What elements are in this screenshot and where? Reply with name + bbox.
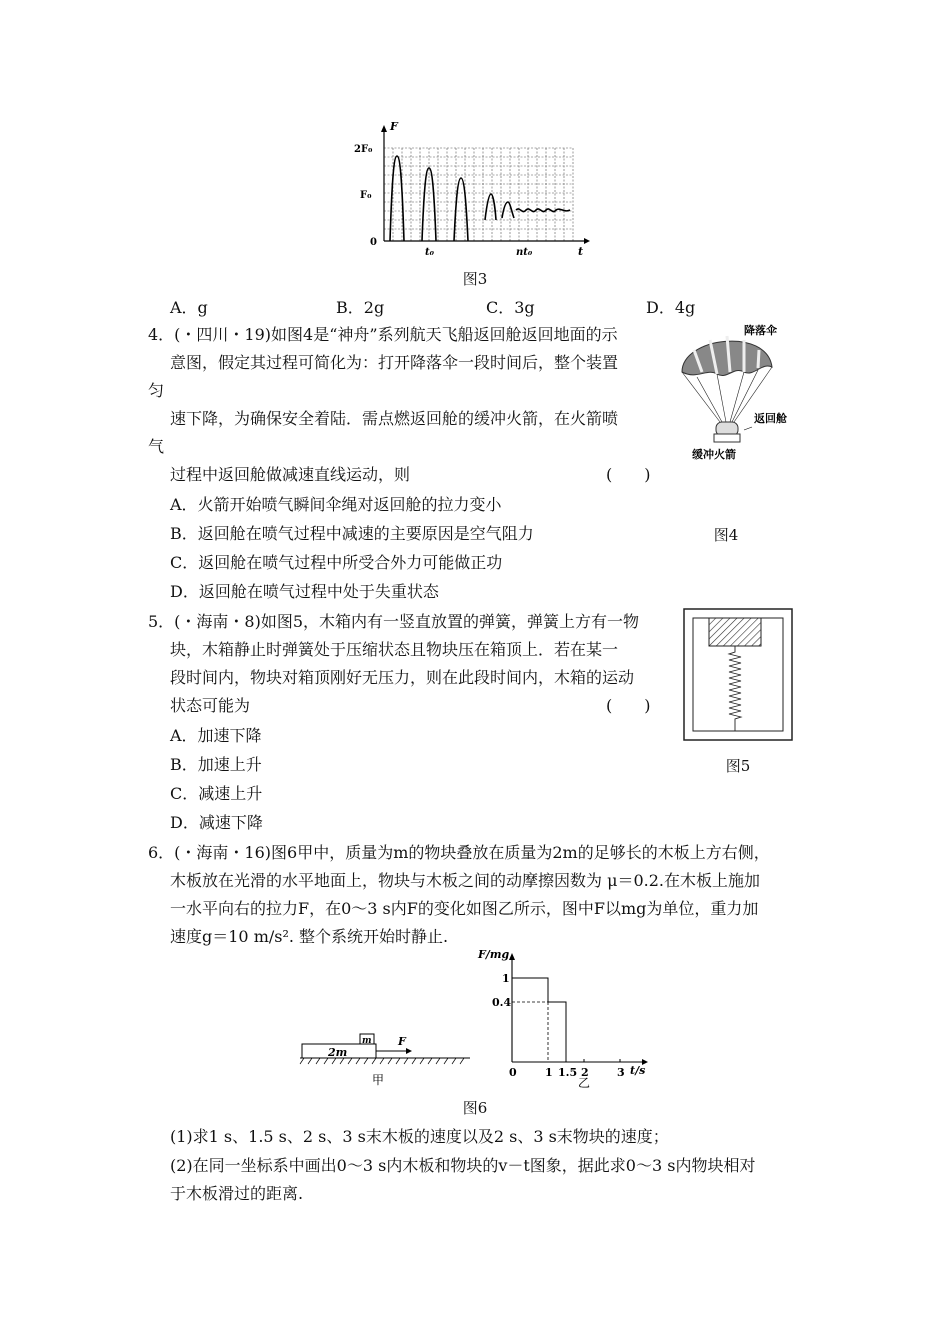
figure-4-caption: 图4 xyxy=(713,526,739,544)
q4-line-1: 4．(・四川・19)如图4是“神舟”系列航天飞船返回舱返回地面的示 xyxy=(148,325,618,344)
q4-option-a: A．火箭开始喷气瞬间伞绳对返回舱的拉力变小 xyxy=(170,495,502,514)
fig6a-block-label: m xyxy=(362,1036,372,1046)
fig6b-x-tick-1: 1 xyxy=(545,1066,553,1079)
fig6b-label: 乙 xyxy=(578,1076,591,1090)
q6-line-1: 6．(・海南・16)图6甲中，质量为m的物块叠放在质量为2m的足够长的木板上方右侧， xyxy=(148,843,770,862)
q3-option-c: C．3g xyxy=(486,298,535,317)
q4-option-d: D．返回舱在喷气过程中处于失重状态 xyxy=(170,582,439,601)
fig6b-x-tick-2: 2 xyxy=(581,1066,589,1079)
fig6b-y-tick-1: 1 xyxy=(502,972,510,985)
q5-option-d: D．减速下降 xyxy=(170,813,263,832)
q5-option-c: C．减速上升 xyxy=(170,784,263,803)
q4-option-c: C．返回舱在喷气过程中所受合外力可能做正功 xyxy=(170,553,503,572)
fig4-parachute-label: 降落伞 xyxy=(744,324,777,337)
fig6a-board-label: 2m xyxy=(328,1046,348,1059)
fig3-x-tick-t0: t₀ xyxy=(425,247,434,258)
q3-option-b: B．2g xyxy=(336,298,385,317)
fig6a-label: 甲 xyxy=(372,1073,385,1087)
q5-line-2: 块，木箱静止时弹簧处于压缩状态且物块压在箱顶上．若在某一 xyxy=(170,640,619,659)
q6-line-3: 一水平向右的拉力F，在0～3 s内F的变化如图乙所示，图中F以mg为单位，重力加 xyxy=(170,899,759,918)
fig4-rocket-label: 缓冲火箭 xyxy=(692,448,736,461)
figure-6b xyxy=(474,946,664,1090)
fig3-y-tick-0: 0 xyxy=(370,237,377,248)
q6-sub-question-2: (2)在同一坐标系中画出0～3 s内木板和物块的v－t图象，据此求0～3 s内物块相对 xyxy=(170,1156,756,1175)
q3-option-a: A．g xyxy=(170,298,208,317)
q5-line-4: 状态可能为 xyxy=(170,696,251,715)
fig3-y-tick-f0: F₀ xyxy=(360,190,372,201)
q6-line-2: 木板放在光滑的水平地面上，物块与木板之间的动摩擦因数为 μ＝0.2.在木板上施加 xyxy=(170,871,761,890)
figure-5-caption: 图5 xyxy=(725,757,751,775)
q4-line-3: 匀 xyxy=(148,381,165,400)
fig6b-x-tick-3: 3 xyxy=(617,1066,625,1079)
figure-6a xyxy=(298,1028,474,1090)
q4-option-b: B．返回舱在喷气过程中减速的主要原因是空气阻力 xyxy=(170,524,534,543)
q4-line-2: 意图，假定其过程可简化为：打开降落伞一段时间后，整个装置 xyxy=(170,353,619,372)
q4-line-4: 速下降，为确保安全着陆．需点燃返回舱的缓冲火箭，在火箭喷 xyxy=(170,409,619,428)
q6-line-4: 速度g＝10 m/s². 整个系统开始时静止. xyxy=(170,927,449,946)
figure-6-caption: 图6 xyxy=(462,1099,488,1117)
q4-answer-bracket: ( ) xyxy=(606,465,651,484)
fig6b-x-tick-1-5: 1.5 xyxy=(558,1066,578,1079)
fig3-y-tick-2f0: 2F₀ xyxy=(354,144,373,155)
fig3-y-label: F xyxy=(390,120,398,133)
fig6b-y-tick-0-4: 0.4 xyxy=(492,996,512,1009)
q6-sub-question-2-cont: 于木板滑过的距离. xyxy=(170,1184,304,1203)
q5-option-a: A．加速下降 xyxy=(170,726,262,745)
fig4-capsule-label: 返回舱 xyxy=(754,412,787,425)
q5-line-1: 5．(・海南・8)如图5，木箱内有一竖直放置的弹簧，弹簧上方有一物 xyxy=(148,612,640,631)
figure-3-caption: 图3 xyxy=(462,270,488,288)
figure-4 xyxy=(672,322,802,462)
fig6b-y-label: F/mg xyxy=(478,948,510,961)
q3-option-d: D．4g xyxy=(646,298,696,317)
fig6a-force-label: F xyxy=(398,1035,406,1048)
fig3-x-tick-nt0: nt₀ xyxy=(516,247,533,258)
q5-answer-bracket: ( ) xyxy=(606,696,651,715)
q6-sub-question-1: (1)求1 s、1.5 s、2 s、3 s末木板的速度以及2 s、3 s末物块的速度； xyxy=(170,1127,669,1146)
figure-5 xyxy=(683,608,793,742)
fig6b-x-label: t/s xyxy=(630,1064,646,1077)
q4-line-5: 气 xyxy=(148,437,165,456)
q5-option-b: B．加速上升 xyxy=(170,755,262,774)
fig6b-x-tick-0: 0 xyxy=(509,1066,517,1079)
fig3-x-label: t xyxy=(578,245,584,258)
figure-3 xyxy=(340,118,600,268)
q5-line-3: 段时间内，物块对箱顶刚好无压力，则在此段时间内，木箱的运动 xyxy=(170,668,635,687)
q4-line-6: 过程中返回舱做减速直线运动，则 xyxy=(170,465,411,484)
